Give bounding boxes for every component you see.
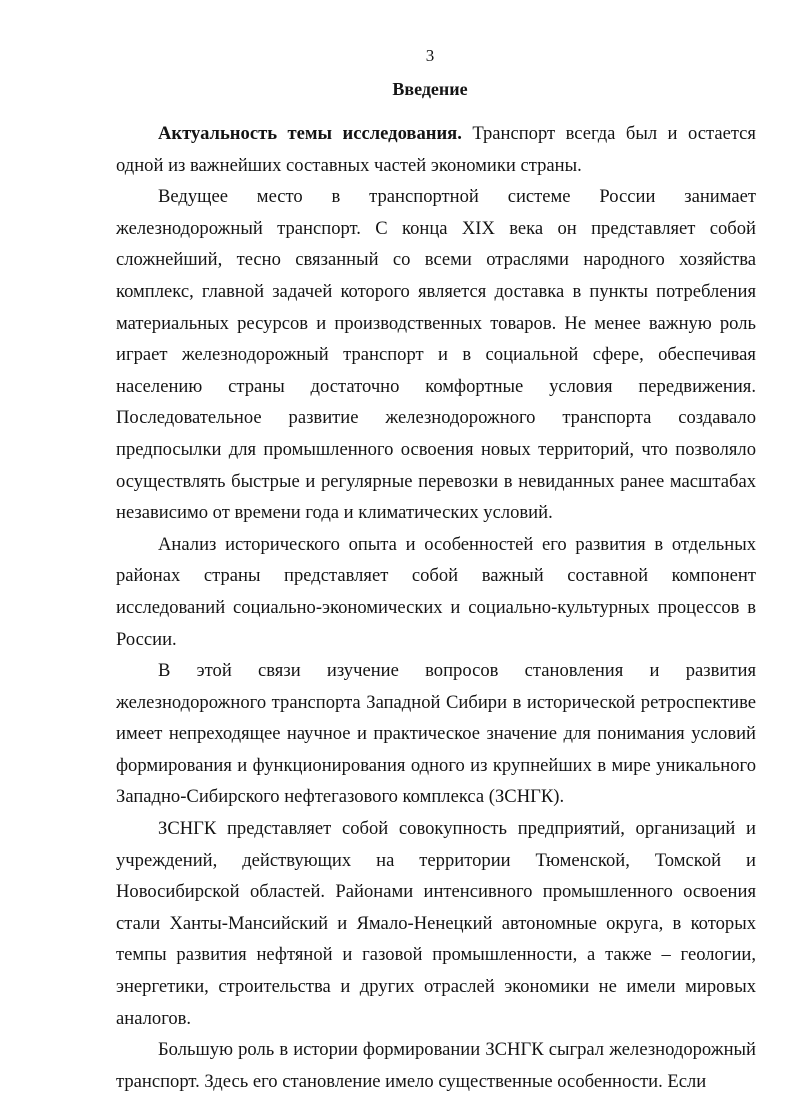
paragraph-relevance xyxy=(116,118,756,181)
paragraph: В этой связи изучение вопросов становления и развития железнодорожного транспорта Западной Сибири в исторической ретроспективе имеет непреходящее научное и практическое значение для понимания условий формирования и функционирования одного из крупнейших в мире уникального Западно-Сибирского нефтегазового комплекса (ЗСНГК). xyxy=(116,660,756,808)
paragraph: Анализ исторического опыта и особенностей его развития в отдельных районах страны представляет собой важный составной компонент исследований социально-экономических и социально-культурных процессов в России. xyxy=(116,533,756,650)
paragraph: Ведущее место в транспортной системе России занимает железнодорожный транспорт. С конца XIX века он представляет собой сложнейший, тесно связанный со всеми отраслями народного хозяйства комплекс, главной задачей которого является доставка в пункты потребления материальных ресурсов и производственных товаров. Не менее важную роль играет железнодорожный транспорт и в социальной сфере, обеспечивая населению страны достаточно комфортные условия передвижения. Последовательное развитие железнодорожного транспорта создавало предпосылки для промышленного освоения новых территорий, что позволяло осуществлять быстрые и регулярные перевозки в невиданных ранее масштабах независимо от времени года и климатических условий. xyxy=(116,186,756,524)
body-text xyxy=(116,118,756,1097)
page-number: 3 xyxy=(425,46,435,65)
paragraph: ЗСНГК представляет собой совокупность предприятий, организаций и учреждений, действующих на территории Тюменской, Томской и Новосибирской областей. Районами интенсивного промышленного освоения стали Ханты-Мансийский и Ямало-Ненецкий автономные округа, в которых темпы развития нефтяной и газовой промышленности, а также – геологии, энергетики, строительства и других отраслей экономики не имели мировых аналогов. xyxy=(116,818,756,1029)
paragraph-lead: Актуальность темы исследования. xyxy=(158,123,462,144)
paragraph-text: Транспорт всегда был и остается одной из важнейших составных частей экономики страны. xyxy=(116,123,756,176)
paragraph: Большую роль в истории формировании ЗСНГК сыграл железнодорожный транспорт. Здесь его становление имело существенные особенности. Если xyxy=(116,1039,756,1092)
section-heading: Введение xyxy=(392,79,468,99)
